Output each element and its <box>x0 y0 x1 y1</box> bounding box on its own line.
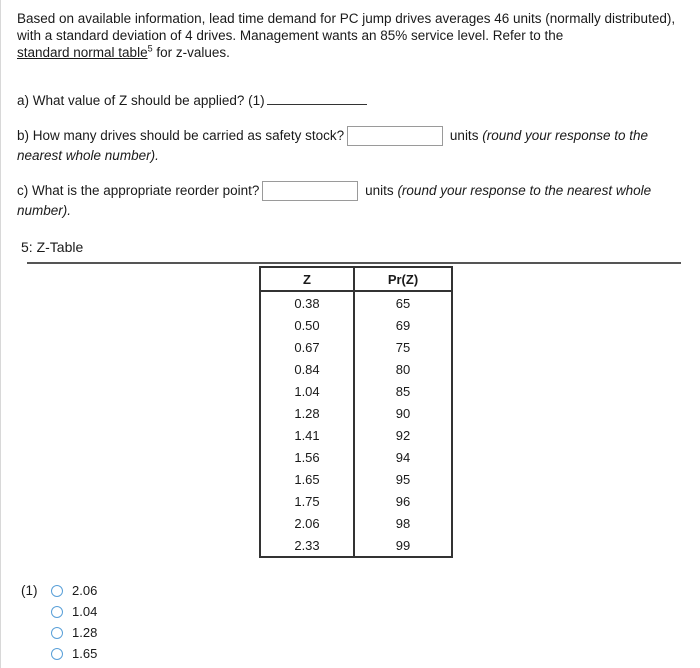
question-b-note: (round your response to the nearest whole number). <box>17 128 649 164</box>
z-cell: 0.50 <box>260 314 354 336</box>
table-row <box>260 358 452 380</box>
question-b-text: b) How many drives should be carried as safety stock? <box>17 128 345 143</box>
intro-text-end: for z-values. <box>152 45 230 60</box>
prz-cell: 96 <box>395 493 411 509</box>
question-b-unit: units <box>449 128 479 143</box>
option-label[interactable]: 1.04 <box>72 604 98 619</box>
z-column-header: Z <box>260 267 354 291</box>
option-label[interactable]: 1.28 <box>72 625 98 640</box>
section-divider <box>27 262 681 264</box>
option-row[interactable] <box>21 643 97 664</box>
problem-statement <box>17 10 697 61</box>
table-row <box>260 402 452 424</box>
prz-cell: 95 <box>395 471 411 487</box>
table-row <box>260 446 452 468</box>
table-row <box>260 468 452 490</box>
prz-cell: 65 <box>395 295 411 311</box>
option-label[interactable]: 1.65 <box>72 646 98 661</box>
z-cell: 1.41 <box>260 424 354 446</box>
question-c-note: (round your response to the nearest whole number). <box>17 183 652 219</box>
radio-button[interactable] <box>51 606 63 618</box>
option-row[interactable] <box>21 622 97 643</box>
z-cell: 0.84 <box>260 358 354 380</box>
z-table <box>259 266 453 558</box>
option-row[interactable] <box>21 601 97 622</box>
table-row <box>260 512 452 534</box>
question-c-text: c) What is the appropriate reorder point? <box>17 183 260 198</box>
z-cell: 0.67 <box>260 336 354 358</box>
radio-button[interactable] <box>51 585 63 597</box>
z-cell: 1.75 <box>260 490 354 512</box>
prz-cell: 90 <box>395 405 411 421</box>
question-a-text: a) What value of Z should be applied? (1) <box>17 93 265 108</box>
standard-normal-table-link[interactable]: standard normal table <box>17 45 148 60</box>
z-cell: 1.56 <box>260 446 354 468</box>
radio-button[interactable] <box>51 627 63 639</box>
intro-text: Based on available information, lead time demand for PC jump drives averages 46 units (normally distributed), with a standard deviation of 4 drives. Management wants an 85% service level. Refer to the <box>17 11 676 43</box>
answer-options <box>21 580 97 664</box>
table-row <box>260 490 452 512</box>
prz-cell: 98 <box>395 515 411 531</box>
table-row <box>260 336 452 358</box>
prz-column-header: Pr(Z) <box>354 267 452 291</box>
z-table-header <box>260 267 452 291</box>
prz-cell: 94 <box>395 449 411 465</box>
prz-cell: 99 <box>395 537 411 553</box>
radio-button[interactable] <box>51 648 63 660</box>
z-cell: 2.06 <box>260 512 354 534</box>
question-c <box>17 181 687 221</box>
table-row <box>260 291 452 314</box>
ztable-title: 5: Z-Table <box>21 239 84 255</box>
question-c-unit: units <box>365 183 394 198</box>
table-row <box>260 424 452 446</box>
table-row <box>260 314 452 336</box>
z-cell: 1.04 <box>260 380 354 402</box>
option-row[interactable] <box>21 580 97 601</box>
footnote-marker: 5 <box>147 43 153 54</box>
prz-cell: 92 <box>395 427 411 443</box>
z-cell: 2.33 <box>260 534 354 557</box>
prz-cell: 75 <box>395 339 411 355</box>
prz-cell: 69 <box>395 317 411 333</box>
option-label[interactable]: 2.06 <box>72 583 98 598</box>
table-row <box>260 534 452 557</box>
prz-cell: 80 <box>395 361 411 377</box>
option-group-label: (1) <box>21 583 38 598</box>
z-cell: 1.28 <box>260 402 354 424</box>
table-row <box>260 380 452 402</box>
z-value-blank[interactable] <box>267 92 367 105</box>
z-cell: 1.65 <box>260 468 354 490</box>
safety-stock-input[interactable] <box>347 126 443 146</box>
prz-cell: 85 <box>395 383 411 399</box>
z-cell: 0.38 <box>260 291 354 314</box>
reorder-point-input[interactable] <box>262 181 358 201</box>
question-b <box>17 126 687 166</box>
question-a <box>17 92 367 108</box>
